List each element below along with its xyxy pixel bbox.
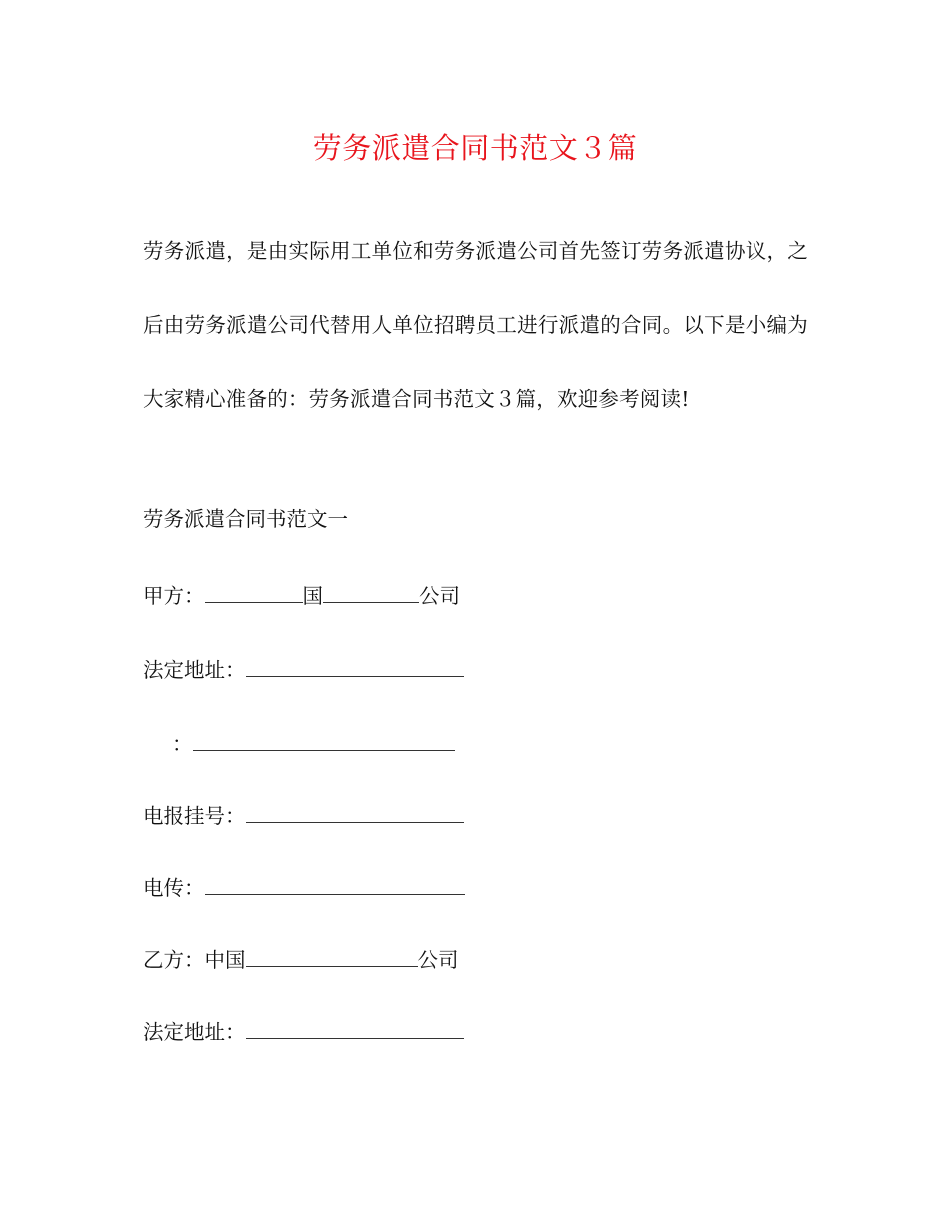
party-b-address-blank[interactable]	[246, 1017, 464, 1039]
party-a-country-blank[interactable]	[205, 581, 303, 603]
telex-blank[interactable]	[205, 873, 465, 895]
party-a-address-blank[interactable]	[246, 655, 464, 677]
party-a-company-suffix: 公司	[419, 584, 460, 608]
phone-label: ：	[172, 732, 193, 756]
party-a-country-suffix: 国	[302, 584, 323, 608]
party-a-address-line	[143, 655, 464, 685]
telegraph-label: 电报挂号：	[143, 804, 246, 828]
party-b-address-line	[143, 1017, 464, 1047]
party-b-company-blank[interactable]	[246, 945, 418, 967]
telegraph-blank[interactable]	[246, 801, 464, 823]
document-title: 劳务派遣合同书范文３篇	[312, 131, 638, 165]
address-label-b: 法定地址：	[143, 1020, 246, 1044]
address-label: 法定地址：	[143, 658, 246, 682]
party-b-line	[143, 945, 459, 975]
telegraph-line	[143, 801, 464, 831]
party-a-line	[143, 581, 460, 611]
party-a-label: 甲方：	[143, 584, 205, 608]
intro-paragraph: 劳务派遣，是由实际用工单位和劳务派遣公司首先签订劳务派遣协议，之后由劳务派遣公司代替用人单位招聘员工进行派遣的合同。以下是小编为大家精心准备的：劳务派遣合同书范文３篇，欢迎参考阅读!	[143, 239, 808, 411]
section-heading: 劳务派遣合同书范文一	[143, 507, 348, 531]
party-b-company-suffix: 公司	[417, 948, 459, 972]
party-b-label: 乙方：中国	[143, 948, 246, 972]
phone-blank[interactable]	[193, 729, 455, 751]
telex-line	[143, 873, 465, 903]
phone-line	[172, 729, 455, 759]
party-a-company-blank[interactable]	[323, 581, 419, 603]
telex-label: 电传：	[143, 876, 205, 900]
